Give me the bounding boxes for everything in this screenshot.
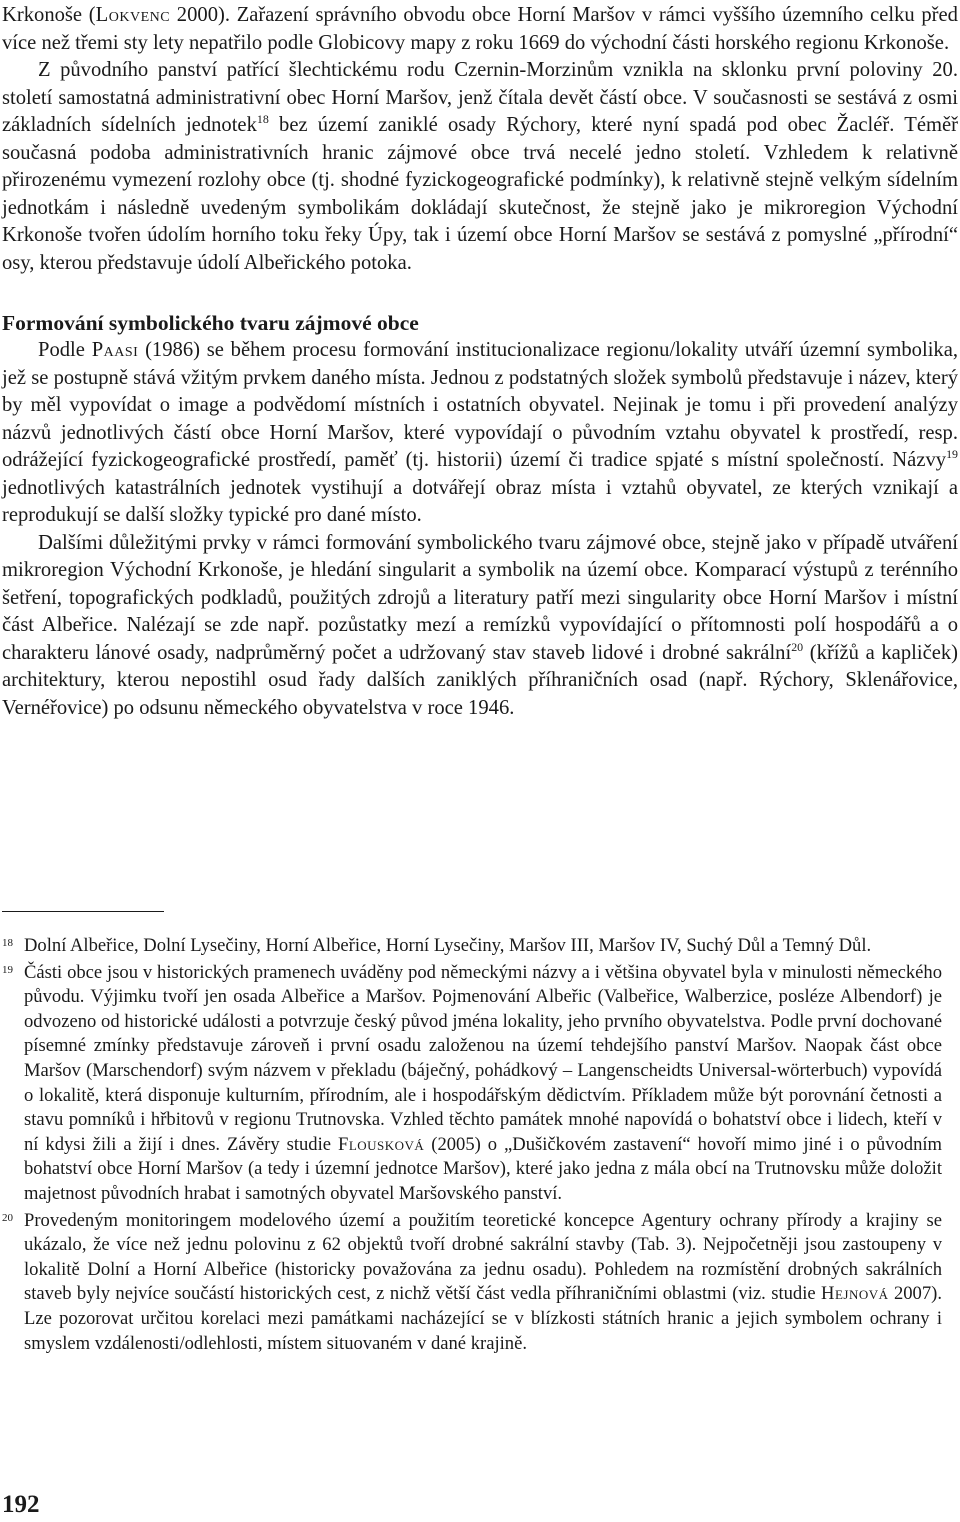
- paragraph-4: Dalšími důležitými prvky v rámci formování symbolického tvaru zájmové obce, stejně jako v případě utváření mikroregion Východní Krkonoše, je hledání singularit a symbolik na území obce. Komparací výstupů z terénního šetření, topografických podkladů, použitých zdrojů a literatury patří mezi singularity obce Horní Maršov i místní část Albeřice. Nalézají se zde např. pozůstatky mezí a remízků vypovídající o přítomnosti polí hospodářů a o charakteru lánové osady, nadprůměrný počet a udržovaný stav staveb lidové i drobné sakrální$^{20}$ (křížů a kapliček) architektury, kterou nepostihl osud řady dalších zaniklých příhraničních osad (např. Rýchory, Sklenářovice, Vernéřovice) po odsunu německého obyvatelstva v roce 1946.: [2, 531, 959, 719]
- page-number: 192: [2, 1491, 40, 1518]
- section-heading: Formování symbolického tvaru zájmové obce: [2, 311, 419, 335]
- footnote-number: 20: [2, 1211, 13, 1224]
- footnote-number: 18: [2, 937, 13, 949]
- paragraph-1: Krkonoše (Lokvenc 2000). Zařazení správního obvodu obce Horní Maršov v rámci vyššího územního celku před více než třemi sty lety nepatřilo podle Globicovy mapy z roku 1669 do východní části horského regionu Krkonoše.: [2, 4, 958, 54]
- author-citation: Paasi: [91, 339, 139, 361]
- paragraph-2: Z původního panství patřící šlechtickému rodu Czernin-Morzinům vznikla na sklonku první poloviny 20. století samostatná administrativní obec Horní Maršov, jenž čítala devět částí obce. V současnosti se sestává z osmi základních sídelních jednotek$^{18}$ bez území zaniklé osady Rýchory, které nyní spadá pod obec Žacléř. Téměř současná podoba administrativních hranic zájmové obce trvá necelé jedno století. Vzhledem k relativně přirozenému vymezení rozlohy obce (tj. shodné fyzickogeografické podmínky), k relativně stejně velkým sídelním jednotkám i následně uvedeným symbolikám dokládají skutečnost, že stejně jako je mikroregion Východní Krkonoše tvořen údolím horního toku řeky Úpy, tak i území obce Horní Maršov se sestává z pomyslné „přírodní“ osy, kterou představuje údolí Albeřického potoka.: [2, 59, 958, 274]
- author-citation: Flousková: [337, 1133, 425, 1155]
- footnote-ref-19: 19: [946, 447, 958, 462]
- author-citation: Hejnová: [821, 1283, 889, 1305]
- footnotes: [2, 934, 942, 1358]
- author-citation: Lokvenc: [95, 4, 171, 26]
- footnote-number: 19: [2, 963, 13, 976]
- footnote-19: 19 Části obce jsou v historických pramenech uváděny pod německými názvy a i většina obyvatel byla v minulosti německého původu. Výjimku tvoří jen osada Albeřice a Maršov. Pojmenování Albeřic (Valbeřice, Walberzice, posléze Albendorf) je odvozeno od historické události a potvrzuje český původ jména lokality, jeho prvního obyvatelstva. Podle první dochované písemné zmínky představuje zároveň i první osadu založenou na území tehdejšího panství Maršov. Naopak část obce Maršov (Marschendorf) svým názvem v překladu (báječný, pohádkový – Langenscheidts Universal-wörterbuch) vypovídá o lokalitě, která disponuje kulturním, přírodním, ale i hospodářským dědictvím. Příkladem může být porovnání četnosti a stavu pomníků i hřbitovů v regionu Trutnovska. Vzhled těchto památek mnohé napovídá o bohatství obce i lidech, kteří v ní kdysi žili a žijí i dnes. Závěry studie Flousková (2005) o „Dušičkovém zastavení“ hovoří mimo jiné i o původním bohatství obce Horní Maršov (a tedy i územní jednotce Maršov), které jako jedna z mála obcí na Trutnovsku může doložit majetnost původních hrabat i samotných obyvatel Maršovského panství.: [2, 961, 942, 1207]
- footnote-separator: [2, 911, 164, 912]
- footnote-ref-20: 20: [791, 639, 804, 654]
- footnote-18: 18 Dolní Albeřice, Dolní Lysečiny, Horní Albeřice, Horní Lysečiny, Maršov III, Maršov IV, Suchý Důl a Temný Důl.: [2, 934, 942, 959]
- footnote-20: 20 Provedeným monitoringem modelového území a použitím teoretické koncepce Agentury ochrany přírody a krajiny se ukázalo, že více než jednu polovinu z 62 objektů tvoří drobné sakrální stavby (Tab. 3). Nejpočetněji jsou zastoupeny v lokalitě Dolní a Horní Albeřice (historicky považována za jednu osadu). Pohledem na rozmístění drobných sakrálních staveb byly nejvíce součástí historických cest, z nichž větší část vedla příhraničními oblastmi (viz. studie Hejnová 2007). Lze pozorovat určitou korelaci mezi památkami nacházející se v blízkosti státních hranic a jejich symbolem ochrany i smyslem vzdálenosti/odlehlosti, místem situovaném v dané krajině.: [2, 1209, 942, 1357]
- footnote-ref-18: 18: [256, 112, 269, 127]
- paragraph-3: Podle Paasi (1986) se během procesu formování institucionalizace regionu/lokality utváří územní symbolika, jež se postupně stává vžitým prvkem daného místa. Jednou z podstatných složek symbolů představuje i název, který by měl vypovídat o image a podvědomí místních i ostatních obyvatel. Nejinak je tomu i při provedení analýzy názvů jednotlivých částí obce Horní Maršov, které vypovídají o původním vztahu obyvatel k prostředí, resp. odrážející fyzickogeografické prostředí, paměť (tj. historii) území či tradice spjaté s místní společností. Názvy$^{19}$ jednotlivých katastrálních jednotek vystihují a dotvářejí obraz místa i vztahů obyvatel, ze kterých vznikají a reprodukují se další složky typické pro dané místo.: [2, 339, 958, 526]
- main-text: [2, 2, 958, 722]
